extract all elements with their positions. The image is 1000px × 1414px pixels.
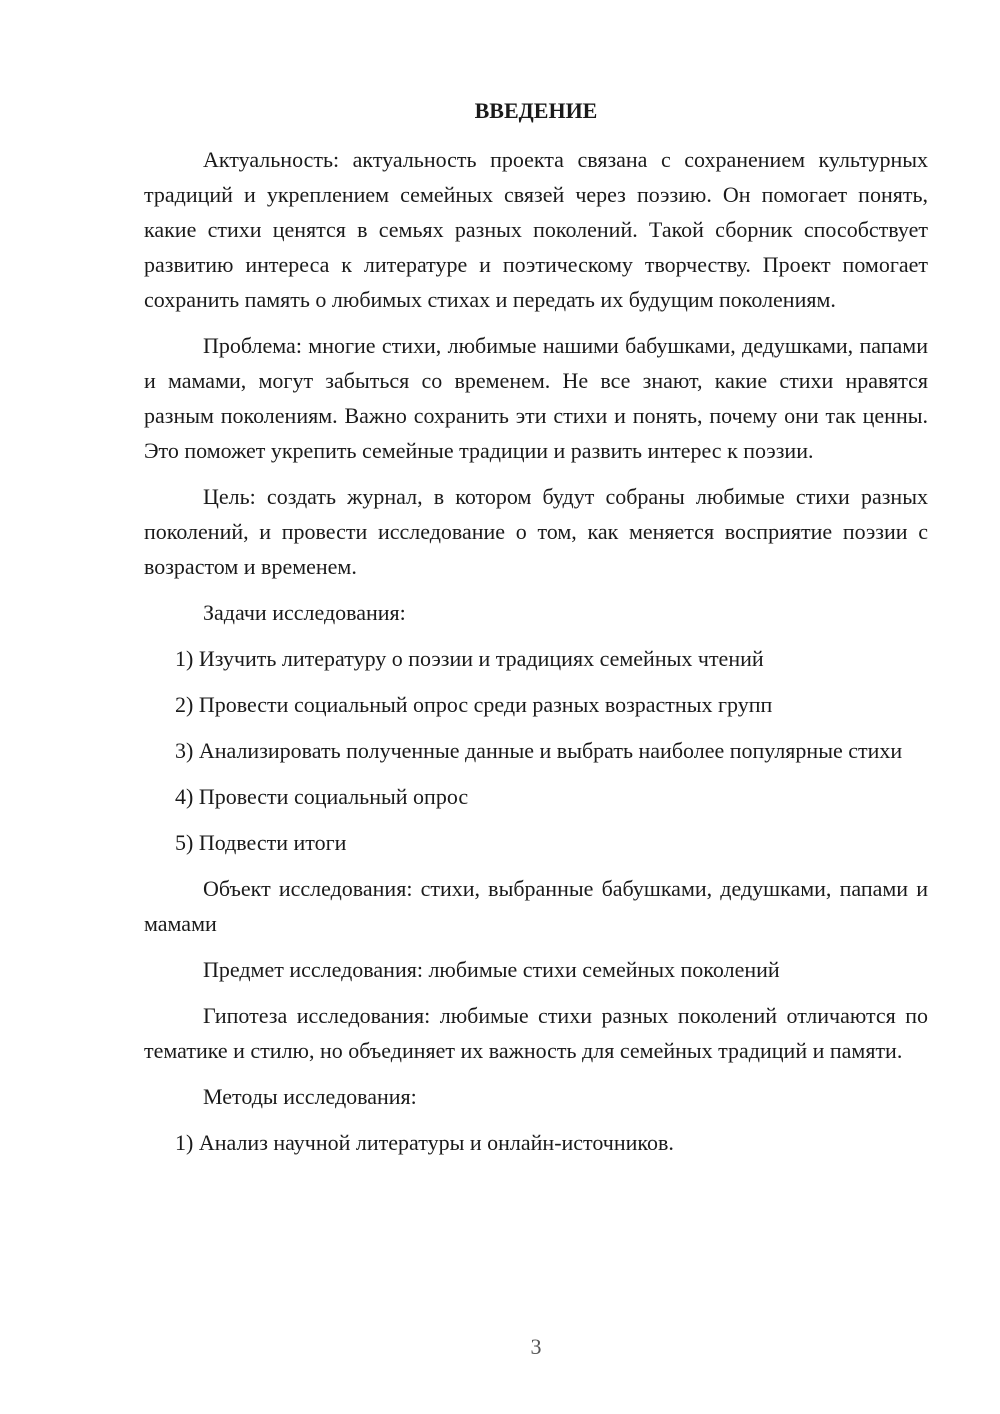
object-paragraph: Объект исследования: стихи, выбранные бабушками, дедушками, папами и мамами [144,876,928,936]
task-item: 3) Анализировать полученные данные и выбрать наиболее популярные стихи [175,738,903,763]
methods-heading: Методы исследования: [203,1084,417,1109]
document-body [144,142,928,1171]
problem-paragraph: Проблема: многие стихи, любимые нашими бабушками, дедушками, папами и мамами, могут забыться со временем. Не все знают, какие стихи нравятся разным поколениям. Важно сохранить эти стихи и понять, почему они так ценны. Это поможет укрепить семейные традиции и развить интерес к поэзии. [144,333,928,463]
method-item: 1) Анализ научной литературы и онлайн-источников. [175,1130,674,1155]
goal-paragraph: Цель: создать журнал, в котором будут собраны любимые стихи разных поколений, и провести исследование о том, как меняется восприятие поэзии с возрастом и временем. [144,484,928,579]
subject-paragraph: Предмет исследования: любимые стихи семейных поколений [203,957,780,982]
section-title: ВВЕДЕНИЕ [474,98,598,123]
task-item: 2) Провести социальный опрос среди разных возрастных групп [175,692,773,717]
task-item: 5) Подвести итоги [175,830,347,855]
task-item: 4) Провести социальный опрос [175,784,469,809]
relevance-paragraph: Актуальность: актуальность проекта связана с сохранением культурных традиций и укреплением семейных связей через поэзию. Он помогает понять, какие стихи ценятся в семьях разных поколений. Такой сборник способствует развитию интереса к литературе и поэтическому творчеству. Проект помогает сохранить память о любимых стихах и передать их будущим поколениям. [144,147,928,312]
task-item: 1) Изучить литературу о поэзии и традициях семейных чтений [175,646,764,671]
hypothesis-paragraph: Гипотеза исследования: любимые стихи разных поколений отличаются по тематике и стилю, но объединяет их важность для семейных традиций и памяти. [144,1003,928,1063]
page-number: 3 [530,1334,542,1359]
tasks-heading: Задачи исследования: [203,600,406,625]
